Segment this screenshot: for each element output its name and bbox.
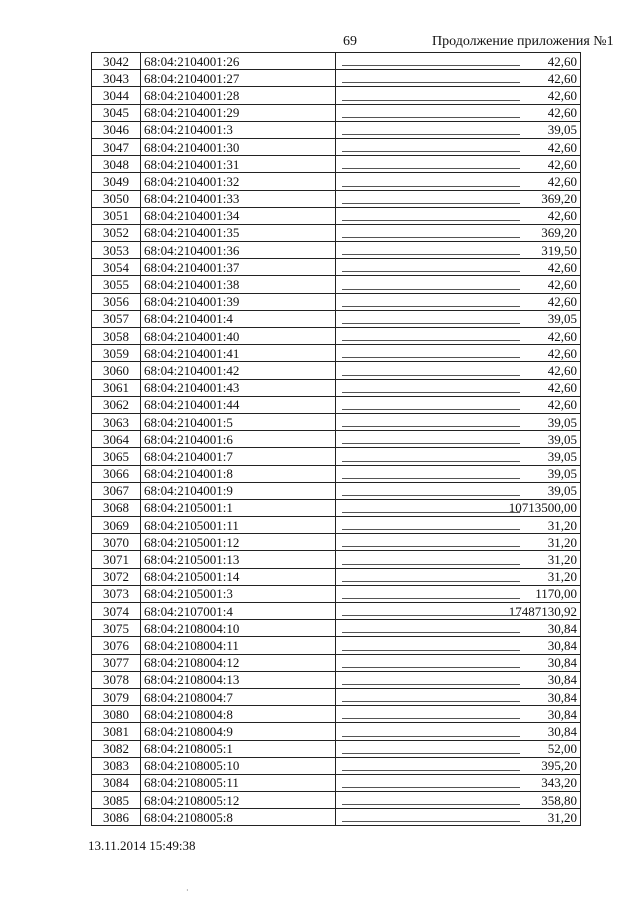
cadastral-number: 68:04:2104001:38 — [141, 276, 336, 293]
table-row — [92, 173, 581, 190]
cadastral-number: 68:04:2104001:36 — [141, 242, 336, 259]
cadastral-number: 68:04:2104001:39 — [141, 293, 336, 310]
print-timestamp: 13.11.2014 15:49:38 — [88, 838, 196, 853]
row-number: 3057 — [92, 310, 141, 327]
area-value: 42,60 — [336, 276, 581, 293]
table-row — [92, 757, 581, 774]
row-number: 3058 — [92, 328, 141, 345]
cadastral-number: 68:04:2104001:26 — [141, 53, 336, 70]
cadastral-number: 68:04:2104001:30 — [141, 138, 336, 155]
row-number: 3077 — [92, 654, 141, 671]
area-value: 39,05 — [336, 482, 581, 499]
cadastral-number: 68:04:2104001:33 — [141, 190, 336, 207]
cadastral-number: 68:04:2104001:9 — [141, 482, 336, 499]
table-row — [92, 396, 581, 413]
area-value: 30,84 — [336, 723, 581, 740]
area-value: 42,60 — [336, 104, 581, 121]
row-number: 3082 — [92, 740, 141, 757]
area-value: 343,20 — [336, 774, 581, 791]
table-row — [92, 70, 581, 87]
row-number: 3059 — [92, 345, 141, 362]
cadastral-number: 68:04:2105001:14 — [141, 568, 336, 585]
area-value: 369,20 — [336, 224, 581, 241]
area-value: 30,84 — [336, 654, 581, 671]
area-value: 42,60 — [336, 156, 581, 173]
cadastral-number: 68:04:2104001:42 — [141, 362, 336, 379]
cadastral-number: 68:04:2104001:3 — [141, 121, 336, 138]
row-number: 3067 — [92, 482, 141, 499]
row-number: 3079 — [92, 688, 141, 705]
area-value: 31,20 — [336, 517, 581, 534]
table-row — [92, 603, 581, 620]
area-value: 30,84 — [336, 671, 581, 688]
cadastral-number: 68:04:2108004:8 — [141, 706, 336, 723]
area-value: 42,60 — [336, 396, 581, 413]
table-row — [92, 431, 581, 448]
area-value: 42,60 — [336, 138, 581, 155]
row-number: 3054 — [92, 259, 141, 276]
table-row — [92, 448, 581, 465]
cadastral-number: 68:04:2104001:43 — [141, 379, 336, 396]
row-number: 3042 — [92, 53, 141, 70]
area-value: 39,05 — [336, 431, 581, 448]
row-number: 3083 — [92, 757, 141, 774]
cadastral-number: 68:04:2104001:32 — [141, 173, 336, 190]
table-row — [92, 465, 581, 482]
cadastral-number: 68:04:2108005:11 — [141, 774, 336, 791]
scan-speck: · — [186, 886, 189, 895]
cadastral-number: 68:04:2104001:28 — [141, 87, 336, 104]
row-number: 3060 — [92, 362, 141, 379]
area-value: 31,20 — [336, 551, 581, 568]
cadastral-number: 68:04:2104001:40 — [141, 328, 336, 345]
table-row — [92, 413, 581, 430]
cadastral-number: 68:04:2104001:5 — [141, 413, 336, 430]
table-row — [92, 104, 581, 121]
area-value: 39,05 — [336, 465, 581, 482]
row-number: 3084 — [92, 774, 141, 791]
page-number: 69 — [343, 34, 357, 49]
area-value: 39,05 — [336, 121, 581, 138]
cadastral-number: 68:04:2104001:7 — [141, 448, 336, 465]
cadastral-number: 68:04:2104001:34 — [141, 207, 336, 224]
table-row — [92, 53, 581, 70]
row-number: 3081 — [92, 723, 141, 740]
table-row — [92, 224, 581, 241]
row-number: 3053 — [92, 242, 141, 259]
cadastral-number: 68:04:2107001:4 — [141, 603, 336, 620]
cadastral-number: 68:04:2104001:4 — [141, 310, 336, 327]
continuation-title: Продолжение приложения №1 — [432, 34, 614, 49]
cadastral-number: 68:04:2108004:10 — [141, 620, 336, 637]
cadastral-number: 68:04:2105001:11 — [141, 517, 336, 534]
table-row — [92, 654, 581, 671]
row-number: 3064 — [92, 431, 141, 448]
cadastral-number: 68:04:2104001:44 — [141, 396, 336, 413]
row-number: 3073 — [92, 585, 141, 602]
area-value: 1170,00 — [336, 585, 581, 602]
row-number: 3047 — [92, 138, 141, 155]
area-value: 42,60 — [336, 53, 581, 70]
table-row — [92, 809, 581, 826]
area-value: 42,60 — [336, 345, 581, 362]
area-value: 42,60 — [336, 328, 581, 345]
row-number: 3065 — [92, 448, 141, 465]
cadastral-number: 68:04:2108004:7 — [141, 688, 336, 705]
row-number: 3056 — [92, 293, 141, 310]
row-number: 3052 — [92, 224, 141, 241]
row-number: 3070 — [92, 534, 141, 551]
cadastral-number: 68:04:2104001:29 — [141, 104, 336, 121]
cadastral-number: 68:04:2108004:11 — [141, 637, 336, 654]
area-value: 42,60 — [336, 87, 581, 104]
table-row — [92, 345, 581, 362]
area-value: 39,05 — [336, 310, 581, 327]
table-row — [92, 774, 581, 791]
row-number: 3049 — [92, 173, 141, 190]
area-value: 39,05 — [336, 448, 581, 465]
cadastral-number: 68:04:2105001:12 — [141, 534, 336, 551]
area-value: 42,60 — [336, 293, 581, 310]
table-row — [92, 688, 581, 705]
table-row — [92, 723, 581, 740]
row-number: 3074 — [92, 603, 141, 620]
cadastral-number: 68:04:2108005:8 — [141, 809, 336, 826]
table-row — [92, 259, 581, 276]
cadastral-number: 68:04:2104001:31 — [141, 156, 336, 173]
table-row — [92, 792, 581, 809]
cadastral-number: 68:04:2105001:3 — [141, 585, 336, 602]
area-value: 52,00 — [336, 740, 581, 757]
row-number: 3066 — [92, 465, 141, 482]
table-row — [92, 242, 581, 259]
cadastral-number: 68:04:2104001:41 — [141, 345, 336, 362]
area-value: 42,60 — [336, 70, 581, 87]
registry-table-body — [92, 53, 581, 826]
row-number: 3069 — [92, 517, 141, 534]
area-value: 42,60 — [336, 259, 581, 276]
cadastral-number: 68:04:2105001:1 — [141, 499, 336, 516]
row-number: 3061 — [92, 379, 141, 396]
row-number: 3043 — [92, 70, 141, 87]
area-value: 369,20 — [336, 190, 581, 207]
area-value: 10713500,00 — [336, 499, 581, 516]
table-row — [92, 310, 581, 327]
table-row — [92, 87, 581, 104]
table-row — [92, 740, 581, 757]
area-value: 31,20 — [336, 534, 581, 551]
area-value: 42,60 — [336, 207, 581, 224]
cadastral-number: 68:04:2104001:35 — [141, 224, 336, 241]
row-number: 3063 — [92, 413, 141, 430]
area-value: 30,84 — [336, 688, 581, 705]
table-row — [92, 138, 581, 155]
cadastral-number: 68:04:2104001:8 — [141, 465, 336, 482]
area-value: 319,50 — [336, 242, 581, 259]
table-row — [92, 121, 581, 138]
row-number: 3078 — [92, 671, 141, 688]
area-value: 31,20 — [336, 809, 581, 826]
row-number: 3062 — [92, 396, 141, 413]
table-row — [92, 379, 581, 396]
cadastral-number: 68:04:2104001:27 — [141, 70, 336, 87]
table-row — [92, 568, 581, 585]
row-number: 3072 — [92, 568, 141, 585]
area-value: 42,60 — [336, 173, 581, 190]
table-row — [92, 585, 581, 602]
table-row — [92, 706, 581, 723]
table-row — [92, 207, 581, 224]
cadastral-number: 68:04:2108005:10 — [141, 757, 336, 774]
area-value: 17487130,92 — [336, 603, 581, 620]
table-row — [92, 276, 581, 293]
row-number: 3048 — [92, 156, 141, 173]
cadastral-number: 68:04:2108005:12 — [141, 792, 336, 809]
registry-table — [91, 52, 581, 826]
row-number: 3076 — [92, 637, 141, 654]
area-value: 395,20 — [336, 757, 581, 774]
row-number: 3080 — [92, 706, 141, 723]
table-row — [92, 190, 581, 207]
row-number: 3046 — [92, 121, 141, 138]
row-number: 3050 — [92, 190, 141, 207]
area-value: 39,05 — [336, 413, 581, 430]
cadastral-number: 68:04:2104001:6 — [141, 431, 336, 448]
table-row — [92, 551, 581, 568]
area-value: 30,84 — [336, 620, 581, 637]
table-row — [92, 293, 581, 310]
row-number: 3086 — [92, 809, 141, 826]
table-row — [92, 482, 581, 499]
row-number: 3044 — [92, 87, 141, 104]
row-number: 3051 — [92, 207, 141, 224]
row-number: 3085 — [92, 792, 141, 809]
area-value: 42,60 — [336, 379, 581, 396]
table-row — [92, 499, 581, 516]
table-row — [92, 362, 581, 379]
cadastral-number: 68:04:2104001:37 — [141, 259, 336, 276]
row-number: 3071 — [92, 551, 141, 568]
table-row — [92, 620, 581, 637]
area-value: 31,20 — [336, 568, 581, 585]
cadastral-number: 68:04:2108004:12 — [141, 654, 336, 671]
area-value: 358,80 — [336, 792, 581, 809]
area-value: 42,60 — [336, 362, 581, 379]
row-number: 3055 — [92, 276, 141, 293]
table-row — [92, 534, 581, 551]
area-value: 30,84 — [336, 637, 581, 654]
table-row — [92, 517, 581, 534]
cadastral-number: 68:04:2108004:13 — [141, 671, 336, 688]
table-row — [92, 156, 581, 173]
cadastral-number: 68:04:2108004:9 — [141, 723, 336, 740]
table-row — [92, 637, 581, 654]
row-number: 3045 — [92, 104, 141, 121]
row-number: 3068 — [92, 499, 141, 516]
cadastral-number: 68:04:2105001:13 — [141, 551, 336, 568]
area-value: 30,84 — [336, 706, 581, 723]
table-row — [92, 671, 581, 688]
row-number: 3075 — [92, 620, 141, 637]
table-row — [92, 328, 581, 345]
cadastral-number: 68:04:2108005:1 — [141, 740, 336, 757]
